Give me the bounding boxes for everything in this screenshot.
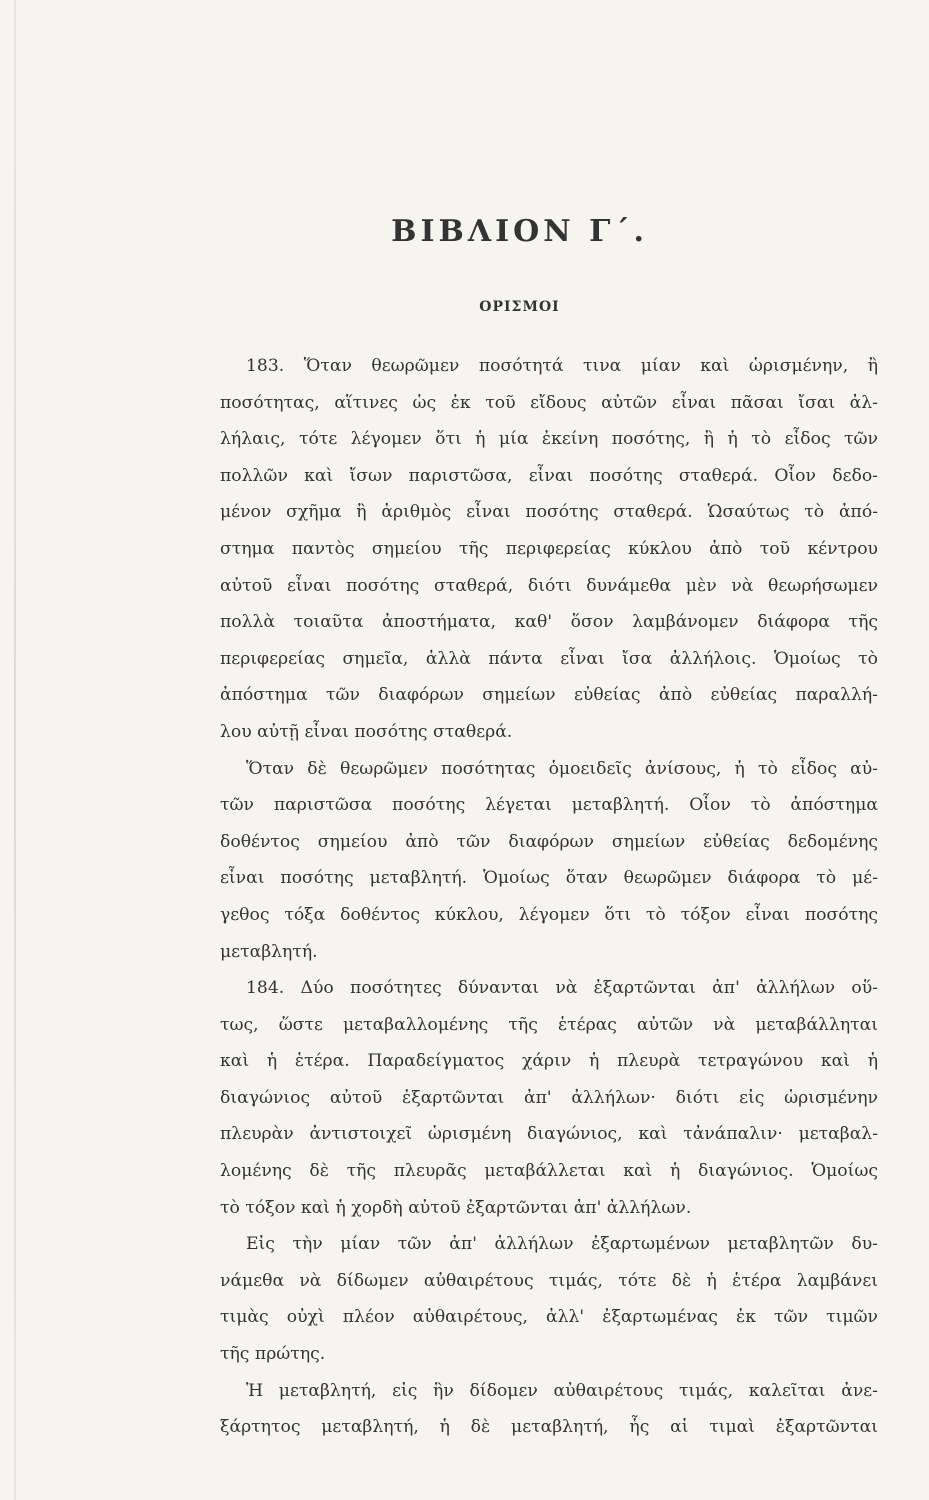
text-line: τως, ὥστε μεταβαλλομένης τῆς ἑτέρας αὐτῶν νὰ μεταβάλληται <box>220 1014 878 1035</box>
text-line: διαγώνιος αὐτοῦ ἐξαρτῶνται ἀπ' ἀλλήλων· διότι εἰς ὡρισμένην <box>220 1087 878 1108</box>
text-line: Ἡ μεταβλητή, εἰς ἣν δίδομεν αὐθαιρέτους τιμάς, καλεῖται ἀνε- <box>246 1380 878 1401</box>
text-line: τῶν παριστῶσα ποσότης λέγεται μεταβλητή. Οἷον τὸ ἀπόστημα <box>220 795 878 816</box>
text-line: μένον σχῆμα ἢ ἀριθμὸς εἶναι ποσότης σταθερά. Ὡσαύτως τὸ ἀπό- <box>220 502 878 523</box>
text-line: 184. Δύο ποσότητες δύνανται νὰ ἐξαρτῶνται ἀπ' ἀλλήλων οὕ- <box>246 978 878 999</box>
text-line: περιφερείας σημεῖα, ἀλλὰ πάντα εἶναι ἴσα ἀλλήλοις. Ὁμοίως τὸ <box>220 648 878 669</box>
text-line: πλευρὰν ἀντιστοιχεῖ ὡρισμένη διαγώνιος, καὶ τἀνάπαλιν· μεταβαλ- <box>220 1124 878 1145</box>
text-line: ποσότητας, αἵτινες ὡς ἐκ τοῦ εἴδους αὐτῶν εἶναι πᾶσαι ἴσαι ἀλ- <box>220 392 878 413</box>
text-line: στημα παντὸς σημείου τῆς περιφερείας κύκλου ἀπὸ τοῦ κέντρου <box>220 538 878 559</box>
text-line: καὶ ἡ ἑτέρα. Παραδείγματος χάριν ἡ πλευρὰ τετραγώνου καὶ ἡ <box>220 1051 878 1072</box>
text-line: 183. Ὅταν θεωρῶμεν ποσότητά τινα μίαν καὶ ὡρισμένην, ἢ <box>246 356 878 376</box>
text-line: ξάρτητος μεταβλητή, ἡ δὲ μεταβλητή, ἧς αἱ τιμαὶ ἐξαρτῶνται <box>220 1417 878 1438</box>
body-text <box>220 348 878 1446</box>
text-line: γεθος τόξα δοθέντος κύκλου, λέγομεν ὅτι τὸ τόξον εἶναι ποσότης <box>220 904 878 925</box>
text-line: ἀπόστημα τῶν διαφόρων σημείων εὐθείας ἀπὸ εὐθείας παραλλή- <box>220 685 878 706</box>
text-line: τῆς πρώτης. <box>220 1344 326 1365</box>
text-line: μεταβλητή. <box>220 941 318 962</box>
text-line: πολλὰ τοιαῦτα ἀποστήματα, καθ' ὅσον λαμβάνομεν διάφορα τῆς <box>220 612 878 633</box>
text-line: Ὅταν δὲ θεωρῶμεν ποσότητας ὁμοειδεῖς ἀνίσους, ἡ τὸ εἶδος αὐ- <box>246 758 878 779</box>
text-line: λου αὐτῇ εἶναι ποσότης σταθερά. <box>220 721 513 742</box>
book-title: ΒΙΒΛΙΟΝ Γ΄. <box>391 214 648 249</box>
text-line: τὸ τόξον καὶ ἡ χορδὴ αὐτοῦ ἐξαρτῶνται ἀπ' ἀλλήλων. <box>220 1197 692 1218</box>
section-title: ΟΡΙΣΜΟΙ <box>479 299 560 315</box>
text-line: νάμεθα νὰ δίδωμεν αὐθαιρέτους τιμάς, τότε δὲ ἡ ἑτέρα λαμβάνει <box>220 1270 878 1291</box>
text-line: πολλῶν καὶ ἴσων παριστῶσα, εἶναι ποσότης σταθερά. Οἷον δεδο- <box>220 465 878 486</box>
text-line: τιμὰς οὐχὶ πλέον αὐθαιρέτους, ἀλλ' ἐξαρτωμένας ἐκ τῶν τιμῶν <box>220 1307 878 1328</box>
text-line: εἶναι ποσότης μεταβλητή. Ὁμοίως ὅταν θεωρῶμεν διάφορα τὸ μέ- <box>220 868 878 889</box>
text-line: Εἰς τὴν μίαν τῶν ἀπ' ἀλλήλων ἐξαρτωμένων μεταβλητῶν δυ- <box>246 1234 878 1255</box>
text-line: λομένης δὲ τῆς πλευρᾶς μεταβάλλεται καὶ ἡ διαγώνιος. Ὁμοίως <box>220 1161 878 1182</box>
text-line: αὐτοῦ εἶναι ποσότης σταθερά, διότι δυνάμεθα μὲν νὰ θεωρήσωμεν <box>220 575 878 596</box>
text-line: λήλαις, τότε λέγομεν ὅτι ἡ μία ἐκείνη ποσότης, ἢ ἡ τὸ εἶδος τῶν <box>220 429 878 450</box>
text-line: δοθέντος σημείου ἀπὸ τῶν διαφόρων σημείων εὐθείας δεδομένης <box>220 831 878 852</box>
